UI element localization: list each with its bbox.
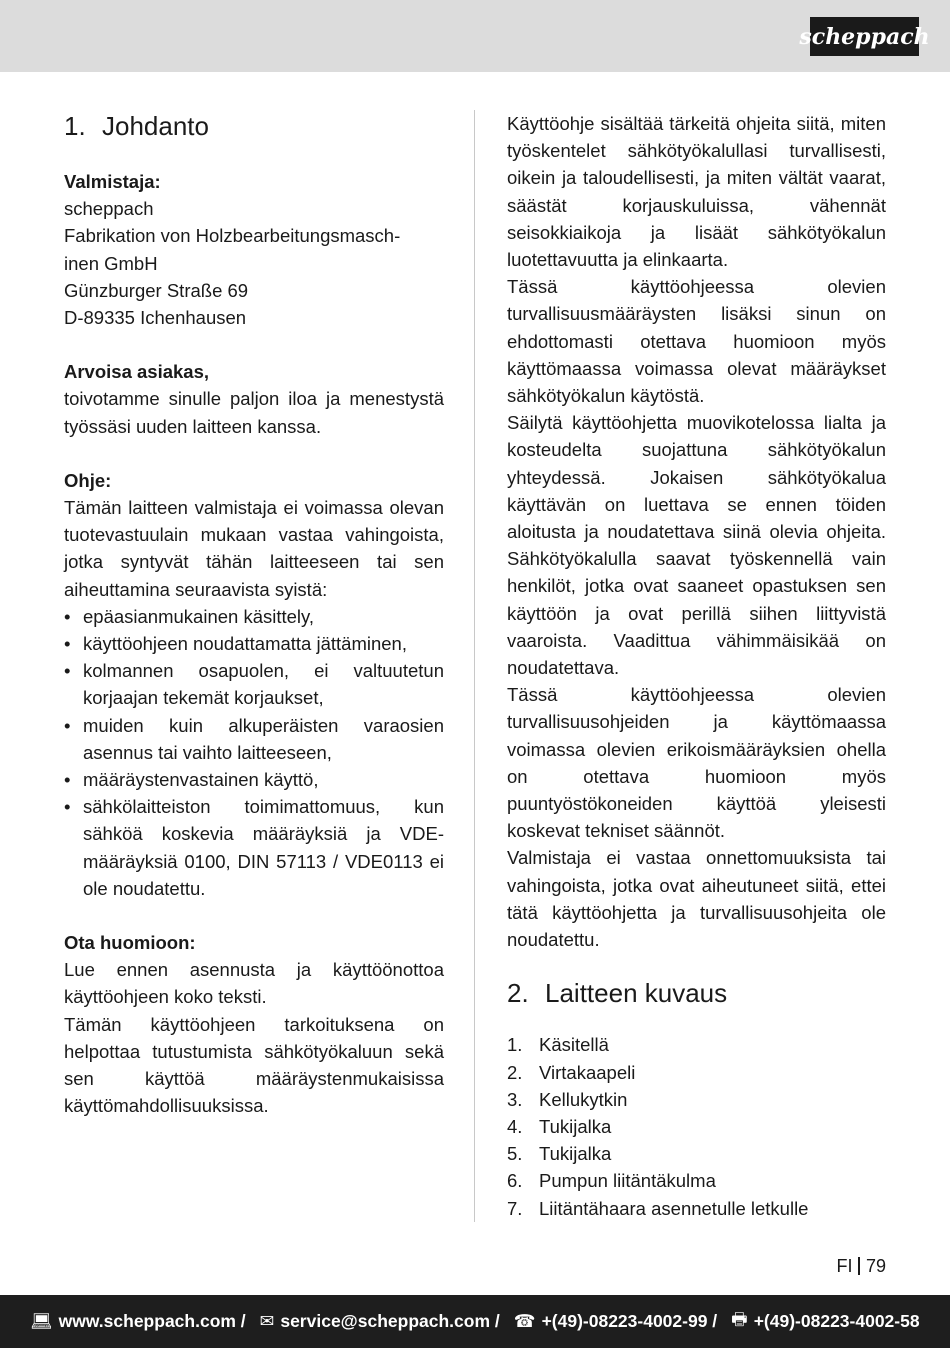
fax-icon: 🖶︎ <box>731 1308 748 1329</box>
attention-text: Lue ennen asennusta ja käyttöönottoa käyttöohjeen koko teksti. <box>64 959 444 1008</box>
list-item <box>507 1113 886 1140</box>
telephone-icon: ☎︎ <box>513 1311 536 1331</box>
item-text: Kellukytkin <box>539 1088 628 1110</box>
item-text: Tukijalka <box>539 1143 612 1165</box>
footer-phone: +(49)-08223-4002-99 / <box>541 1311 718 1331</box>
manufacturer-line: Fabrikation von Holzbearbeitungsmasch- <box>64 225 401 247</box>
footer-fax: +(49)-08223-4002-58 <box>753 1311 920 1331</box>
manufacturer-label: Valmistaja: <box>64 171 161 192</box>
manufacturer-line: D-89335 Ichenhausen <box>64 307 247 329</box>
paragraph: Tässä käyttöohjeessa olevien turvallisuusmääräysten lisäksi sinun on ehdottomasti otettava huomioon myös käyttömaassa voimassa olevat määräykset sähkötyökalun käytöstä. <box>507 276 886 407</box>
list-item <box>507 1086 886 1113</box>
item-text: Pumpun liitäntäkulma <box>539 1170 716 1192</box>
item-number: 5. <box>507 1143 523 1165</box>
paragraph: Käyttöohje sisältää tärkeitä ohjeita siitä, miten työskentelet sähkötyökalullasi turvallisesti, oikein ja taloudellisesti, ja miten vältät vaarat, säästät korjauskuluissa, vähennät seisokkiaikoja ja lisäät sähkötyökalun luotettavuutta ja elinkaarta. <box>507 113 886 271</box>
item-number: 1. <box>507 1034 523 1056</box>
list-item <box>507 1140 886 1167</box>
item-text: Virtakaapeli <box>539 1061 636 1083</box>
list-item <box>507 1059 886 1086</box>
manufacturer-line: inen GmbH <box>64 252 158 274</box>
customer-label: Arvoisa asiakas, <box>64 361 210 383</box>
item-text: Tukijalka <box>539 1115 612 1137</box>
list-item <box>507 1167 886 1194</box>
list-item <box>507 1031 886 1058</box>
customer-text: toivotamme sinulle paljon iloa ja menestystä työssäsi uuden laitteen kanssa. <box>64 388 444 437</box>
section-number: 2. <box>507 978 529 1009</box>
list-item: • käyttöohjeen noudattamatta jättäminen, <box>64 630 444 657</box>
list-item: • epäasianmukainen käsittely, <box>64 603 444 630</box>
attention-label: Ota huomioon: <box>64 932 196 954</box>
item-number: 7. <box>507 1197 523 1219</box>
parts-list <box>507 1031 886 1221</box>
footer-bar <box>0 1295 950 1348</box>
paragraph: Valmistaja ei vastaa onnettomuuksista tai vahingoista, jotka ovat aiheutuneet siitä, ettei tätä käyttöohjetta ja turvallisuusohjeita ole noudatettu. <box>507 847 886 951</box>
item-number: 3. <box>507 1088 523 1110</box>
page-number-divider <box>858 1257 860 1275</box>
list-item: • kolmannen osapuolen, ei valtuutetun korjaajan tekemät korjaukset, <box>64 657 444 711</box>
envelope-icon: ✉︎ <box>259 1311 275 1331</box>
language-code: FI <box>836 1256 853 1276</box>
header-bar <box>0 0 950 72</box>
section-title-text: Johdanto <box>102 111 209 141</box>
section-number: 1. <box>64 111 86 141</box>
item-number: 2. <box>507 1061 523 1083</box>
liability-list <box>64 603 444 902</box>
computer-icon: 💻︎ <box>30 1311 53 1331</box>
section-title-text: Laitteen kuvaus <box>545 978 728 1009</box>
list-item <box>507 1195 886 1222</box>
footer-website[interactable]: www.scheppach.com / <box>58 1311 246 1331</box>
section-title-introduction <box>64 110 444 142</box>
footer-email[interactable]: service@scheppach.com / <box>280 1311 500 1331</box>
item-text: Käsitellä <box>539 1034 609 1056</box>
manufacturer-line: scheppach <box>64 198 154 220</box>
scheppach-logo: scheppach <box>810 17 919 56</box>
right-column <box>507 110 886 1222</box>
list-item: • sähkölaitteiston toimimattomuus, kun sähköä koskevia määräyksiä ja VDE-määräyksiä 0100, DIN 57113 / VDE0113 ei ole noudatettu. <box>64 793 444 902</box>
paragraph: Tässä käyttöohjeessa olevien turvallisuusohjeiden ja käyttömaassa voimassa olevien erikoismääräyksien ohella on otettava huomioon myös puuntyöstökoneiden käyttöä yleisesti koskevat tekniset säännöt. <box>507 684 886 842</box>
paragraph: Säilytä käyttöohjetta muovikotelossa lialta ja kosteudelta suojattuna sähkötyökalun yhteydessä. Jokaisen sähkötyökalua käyttävän on luettava se ennen töiden aloitusta ja noudatettava siinä olevia ohjeita. Sähkötyökalulla saavat työskennellä vain henkilöt, jotka ovat saaneet opastuksen sen käyttöön ja ovat perillä siihen liittyvistä vaaroista. Vaadittua vähimmäisikää on noudatettava. <box>507 412 886 679</box>
item-number: 6. <box>507 1170 523 1192</box>
section-title-device-description <box>507 977 886 1009</box>
list-item: • muiden kuin alkuperäisten varaosien asennus tai vaihto laitteeseen, <box>64 712 444 766</box>
item-text: Liitäntähaara asennetulle letkulle <box>539 1197 809 1219</box>
left-column <box>64 110 444 1120</box>
column-divider <box>474 110 475 1222</box>
page-number-value: 79 <box>865 1256 886 1276</box>
attention-text: Tämän käyttöohjeen tarkoituksena on helpottaa tutustumista sähkötyökaluun sekä sen käyttöä määräystenmukaisissa käyttömahdollisuuksissa. <box>64 1013 444 1117</box>
note-label: Ohje: <box>64 469 112 491</box>
manufacturer-line: Günzburger Straße 69 <box>64 279 249 301</box>
item-number: 4. <box>507 1115 523 1137</box>
page-number <box>820 1256 886 1277</box>
note-text: Tämän laitteen valmistaja ei voimassa olevan tuotevastuulain mukaan vastaa vahingoista, jotka syntyvät tähän laitteeseen tai sen aiheuttamina seuraavista syistä: <box>64 497 444 600</box>
list-item: • määräystenvastainen käyttö, <box>64 766 444 793</box>
